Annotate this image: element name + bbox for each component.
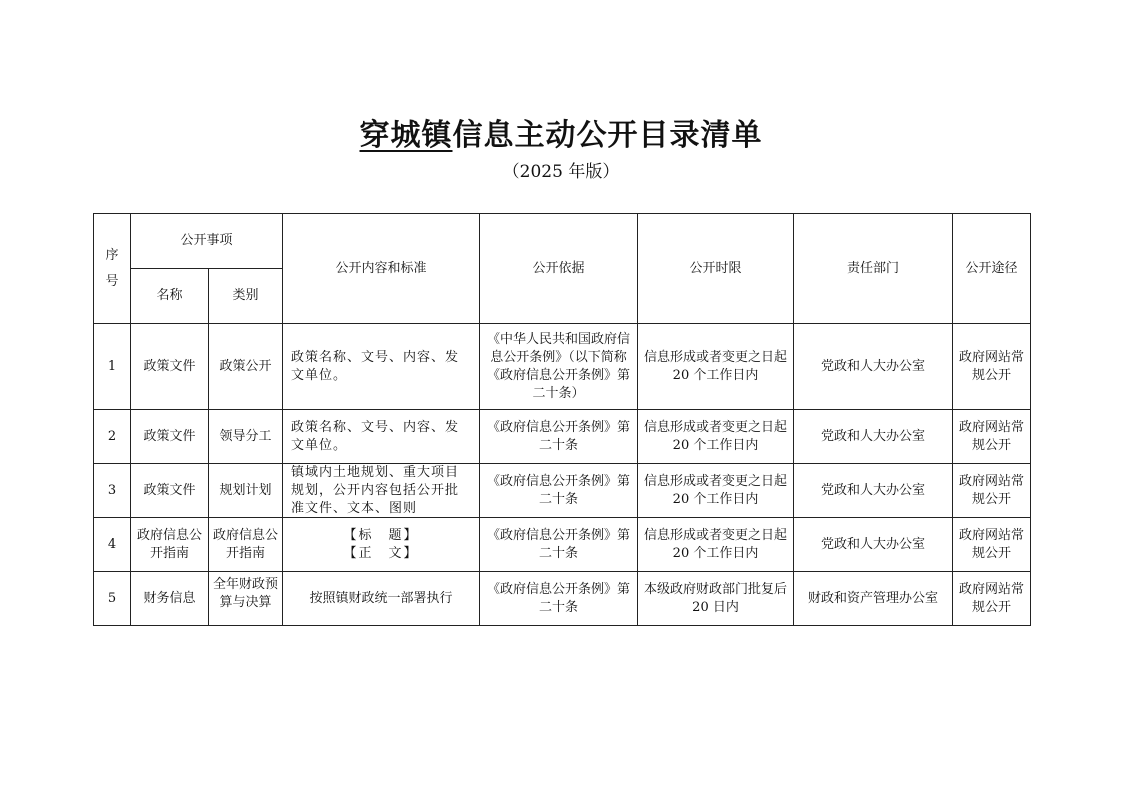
disclosure-catalog-table xyxy=(93,213,1031,626)
cell-seq: 3 xyxy=(94,464,131,518)
cell-department: 财政和资产管理办公室 xyxy=(794,572,953,626)
cell-content xyxy=(283,518,480,572)
header-name: 名称 xyxy=(131,269,209,324)
table-row xyxy=(94,518,1031,572)
cell-category xyxy=(209,572,283,626)
table-row xyxy=(94,324,1031,410)
cell-name: 财务信息 xyxy=(131,572,209,626)
cell-category: 政府信息公开指南 xyxy=(209,518,283,572)
cell-content-text: 镇域内土地规划、重大项目规划，公开内容包括公开批准文件、文本、图则 xyxy=(291,464,460,516)
cell-content: 政策名称、文号、内容、发文单位。 xyxy=(283,410,480,464)
cell-seq: 1 xyxy=(94,324,131,410)
cell-content xyxy=(283,464,480,518)
cell-content: 按照镇财政统一部署执行 xyxy=(283,572,480,626)
header-time-limit: 公开时限 xyxy=(638,214,794,324)
cell-basis: 《政府信息公开条例》第二十条 xyxy=(480,410,638,464)
cell-time-limit: 信息形成或者变更之日起 20 个工作日内 xyxy=(638,324,794,410)
page-title xyxy=(0,114,1122,158)
cell-time-limit: 信息形成或者变更之日起 20 个工作日内 xyxy=(638,464,794,518)
cell-name: 政策文件 xyxy=(131,410,209,464)
cell-channel: 政府网站常规公开 xyxy=(953,324,1031,410)
title-text: 信息主动公开目录清单 xyxy=(452,118,763,153)
cell-channel: 政府网站常规公开 xyxy=(953,572,1031,626)
header-category: 类别 xyxy=(209,269,283,324)
cell-category: 领导分工 xyxy=(209,410,283,464)
cell-department: 党政和人大办公室 xyxy=(794,410,953,464)
cell-channel: 政府网站常规公开 xyxy=(953,464,1031,518)
header-row-1 xyxy=(94,214,1031,269)
cell-seq: 5 xyxy=(94,572,131,626)
cell-name: 政策文件 xyxy=(131,464,209,518)
cell-seq: 4 xyxy=(94,518,131,572)
header-basis: 公开依据 xyxy=(480,214,638,324)
cell-seq: 2 xyxy=(94,410,131,464)
cell-basis: 《中华人民共和国政府信息公开条例》（以下简称《政府信息公开条例》第二十条） xyxy=(480,324,638,410)
cell-category: 政策公开 xyxy=(209,324,283,410)
table-row xyxy=(94,464,1031,518)
title-town-name: 穿城镇 xyxy=(359,118,453,153)
cell-category-text: 全年财政预算与决算 xyxy=(213,576,279,610)
cell-content: 政策名称、文号、内容、发文单位。 xyxy=(283,324,480,410)
cell-department: 党政和人大办公室 xyxy=(794,324,953,410)
cell-channel: 政府网站常规公开 xyxy=(953,410,1031,464)
cell-basis: 《政府信息公开条例》第二十条 xyxy=(480,464,638,518)
cell-name: 政策文件 xyxy=(131,324,209,410)
cell-department: 党政和人大办公室 xyxy=(794,518,953,572)
cell-channel: 政府网站常规公开 xyxy=(953,518,1031,572)
cell-time-limit: 本级政府财政部门批复后 20 日内 xyxy=(638,572,794,626)
cell-department: 党政和人大办公室 xyxy=(794,464,953,518)
header-seq: 序号 xyxy=(94,214,131,324)
cell-category: 规划计划 xyxy=(209,464,283,518)
content-title-placeholder: 【标 题】 xyxy=(343,527,419,543)
header-department: 责任部门 xyxy=(794,214,953,324)
table-row xyxy=(94,410,1031,464)
cell-name: 政府信息公开指南 xyxy=(131,518,209,572)
header-channel: 公开途径 xyxy=(953,214,1031,324)
header-item-group: 公开事项 xyxy=(131,214,283,269)
table-row xyxy=(94,572,1031,626)
content-body-placeholder: 【正 文】 xyxy=(343,545,419,561)
header-content: 公开内容和标准 xyxy=(283,214,480,324)
cell-time-limit: 信息形成或者变更之日起 20 个工作日内 xyxy=(638,518,794,572)
page-subtitle: （2025 年版） xyxy=(502,162,620,182)
cell-basis: 《政府信息公开条例》第二十条 xyxy=(480,518,638,572)
cell-time-limit: 信息形成或者变更之日起 20 个工作日内 xyxy=(638,410,794,464)
cell-basis: 《政府信息公开条例》第二十条 xyxy=(480,572,638,626)
